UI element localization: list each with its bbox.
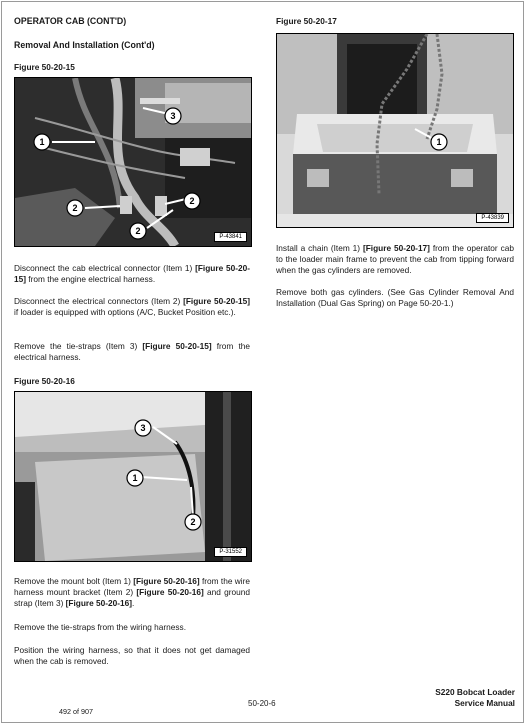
paragraph: Disconnect the electrical connectors (Item 2) [Figure 50-20-15] if loader is equipped with options (A/C, Bucket Position etc.). xyxy=(14,296,250,318)
figure-reference: [Figure 50-20-15] xyxy=(142,341,212,351)
figure-reference: [Figure 50-20-15] xyxy=(183,296,250,306)
figure-reference: [Figure 50-20-15] xyxy=(14,263,251,285)
paragraph: Remove both gas cylinders. (See Gas Cylinder Removal And Installation (Dual Gas Spring) on Page 50-20-1.) xyxy=(276,287,514,309)
page-number: 50-20-6 xyxy=(248,699,276,708)
figure-caption-17: Figure 50-20-17 xyxy=(276,16,337,26)
figure-reference: [Figure 50-20-17] xyxy=(362,243,430,253)
figure-50-20-17-photo xyxy=(276,33,514,228)
callout-3: 3 xyxy=(140,423,146,433)
subsection-title: Removal And Installation (Cont'd) xyxy=(14,40,155,50)
callout-2: 2 xyxy=(72,203,78,213)
pdf-page-indicator: 492 of 907 xyxy=(59,707,93,716)
callout-1: 1 xyxy=(132,473,138,483)
figure-50-20-16-photo xyxy=(14,391,252,562)
callout-1: 1 xyxy=(39,137,45,147)
section-title: OPERATOR CAB (CONT'D) xyxy=(14,16,127,26)
callout-2: 2 xyxy=(189,196,195,206)
callout-1: 1 xyxy=(436,137,442,147)
figure-caption-16: Figure 50-20-16 xyxy=(14,376,75,386)
paragraph: Install a chain (Item 1) [Figure 50-20-17] from the operator cab to the loader main frame to prevent the cab from tipping forward when the gas cylinders are removed. xyxy=(276,243,514,276)
figure-code: P-43841 xyxy=(214,232,247,242)
manual-name: Service Manual xyxy=(454,698,515,708)
callout-2: 2 xyxy=(190,517,196,527)
paragraph: Remove the tie-straps (Item 3) [Figure 50-20-15] from the electrical harness. xyxy=(14,341,250,363)
figure-code: P-43839 xyxy=(476,213,509,223)
paragraph: Position the wiring harness, so that it does not get damaged when the cab is removed. xyxy=(14,645,250,667)
figure-reference: [Figure 50-20-16] xyxy=(133,576,200,586)
figure-50-20-15-photo xyxy=(14,77,252,247)
figure-reference: [Figure 50-20-16] xyxy=(136,587,204,598)
callout-3: 3 xyxy=(170,111,176,121)
figure-caption-15: Figure 50-20-15 xyxy=(14,62,75,72)
callout-2: 2 xyxy=(135,226,141,236)
figure-reference: [Figure 50-20-16] xyxy=(65,598,133,609)
figure-code: P-31552 xyxy=(214,547,247,557)
paragraph: Remove the mount bolt (Item 1) [Figure 50-20-16] from the wire harness mount bracket (Item 2) [Figure 50-20-16] and ground strap (Item 3) [Figure 50-20-16]. xyxy=(14,576,250,609)
paragraph: Remove the tie-straps from the wiring harness. xyxy=(14,622,186,632)
paragraph: Disconnect the cab electrical connector (Item 1) [Figure 50-20-15] from the engine electrical harness. xyxy=(14,263,251,285)
product-name: S220 Bobcat Loader xyxy=(435,687,515,697)
